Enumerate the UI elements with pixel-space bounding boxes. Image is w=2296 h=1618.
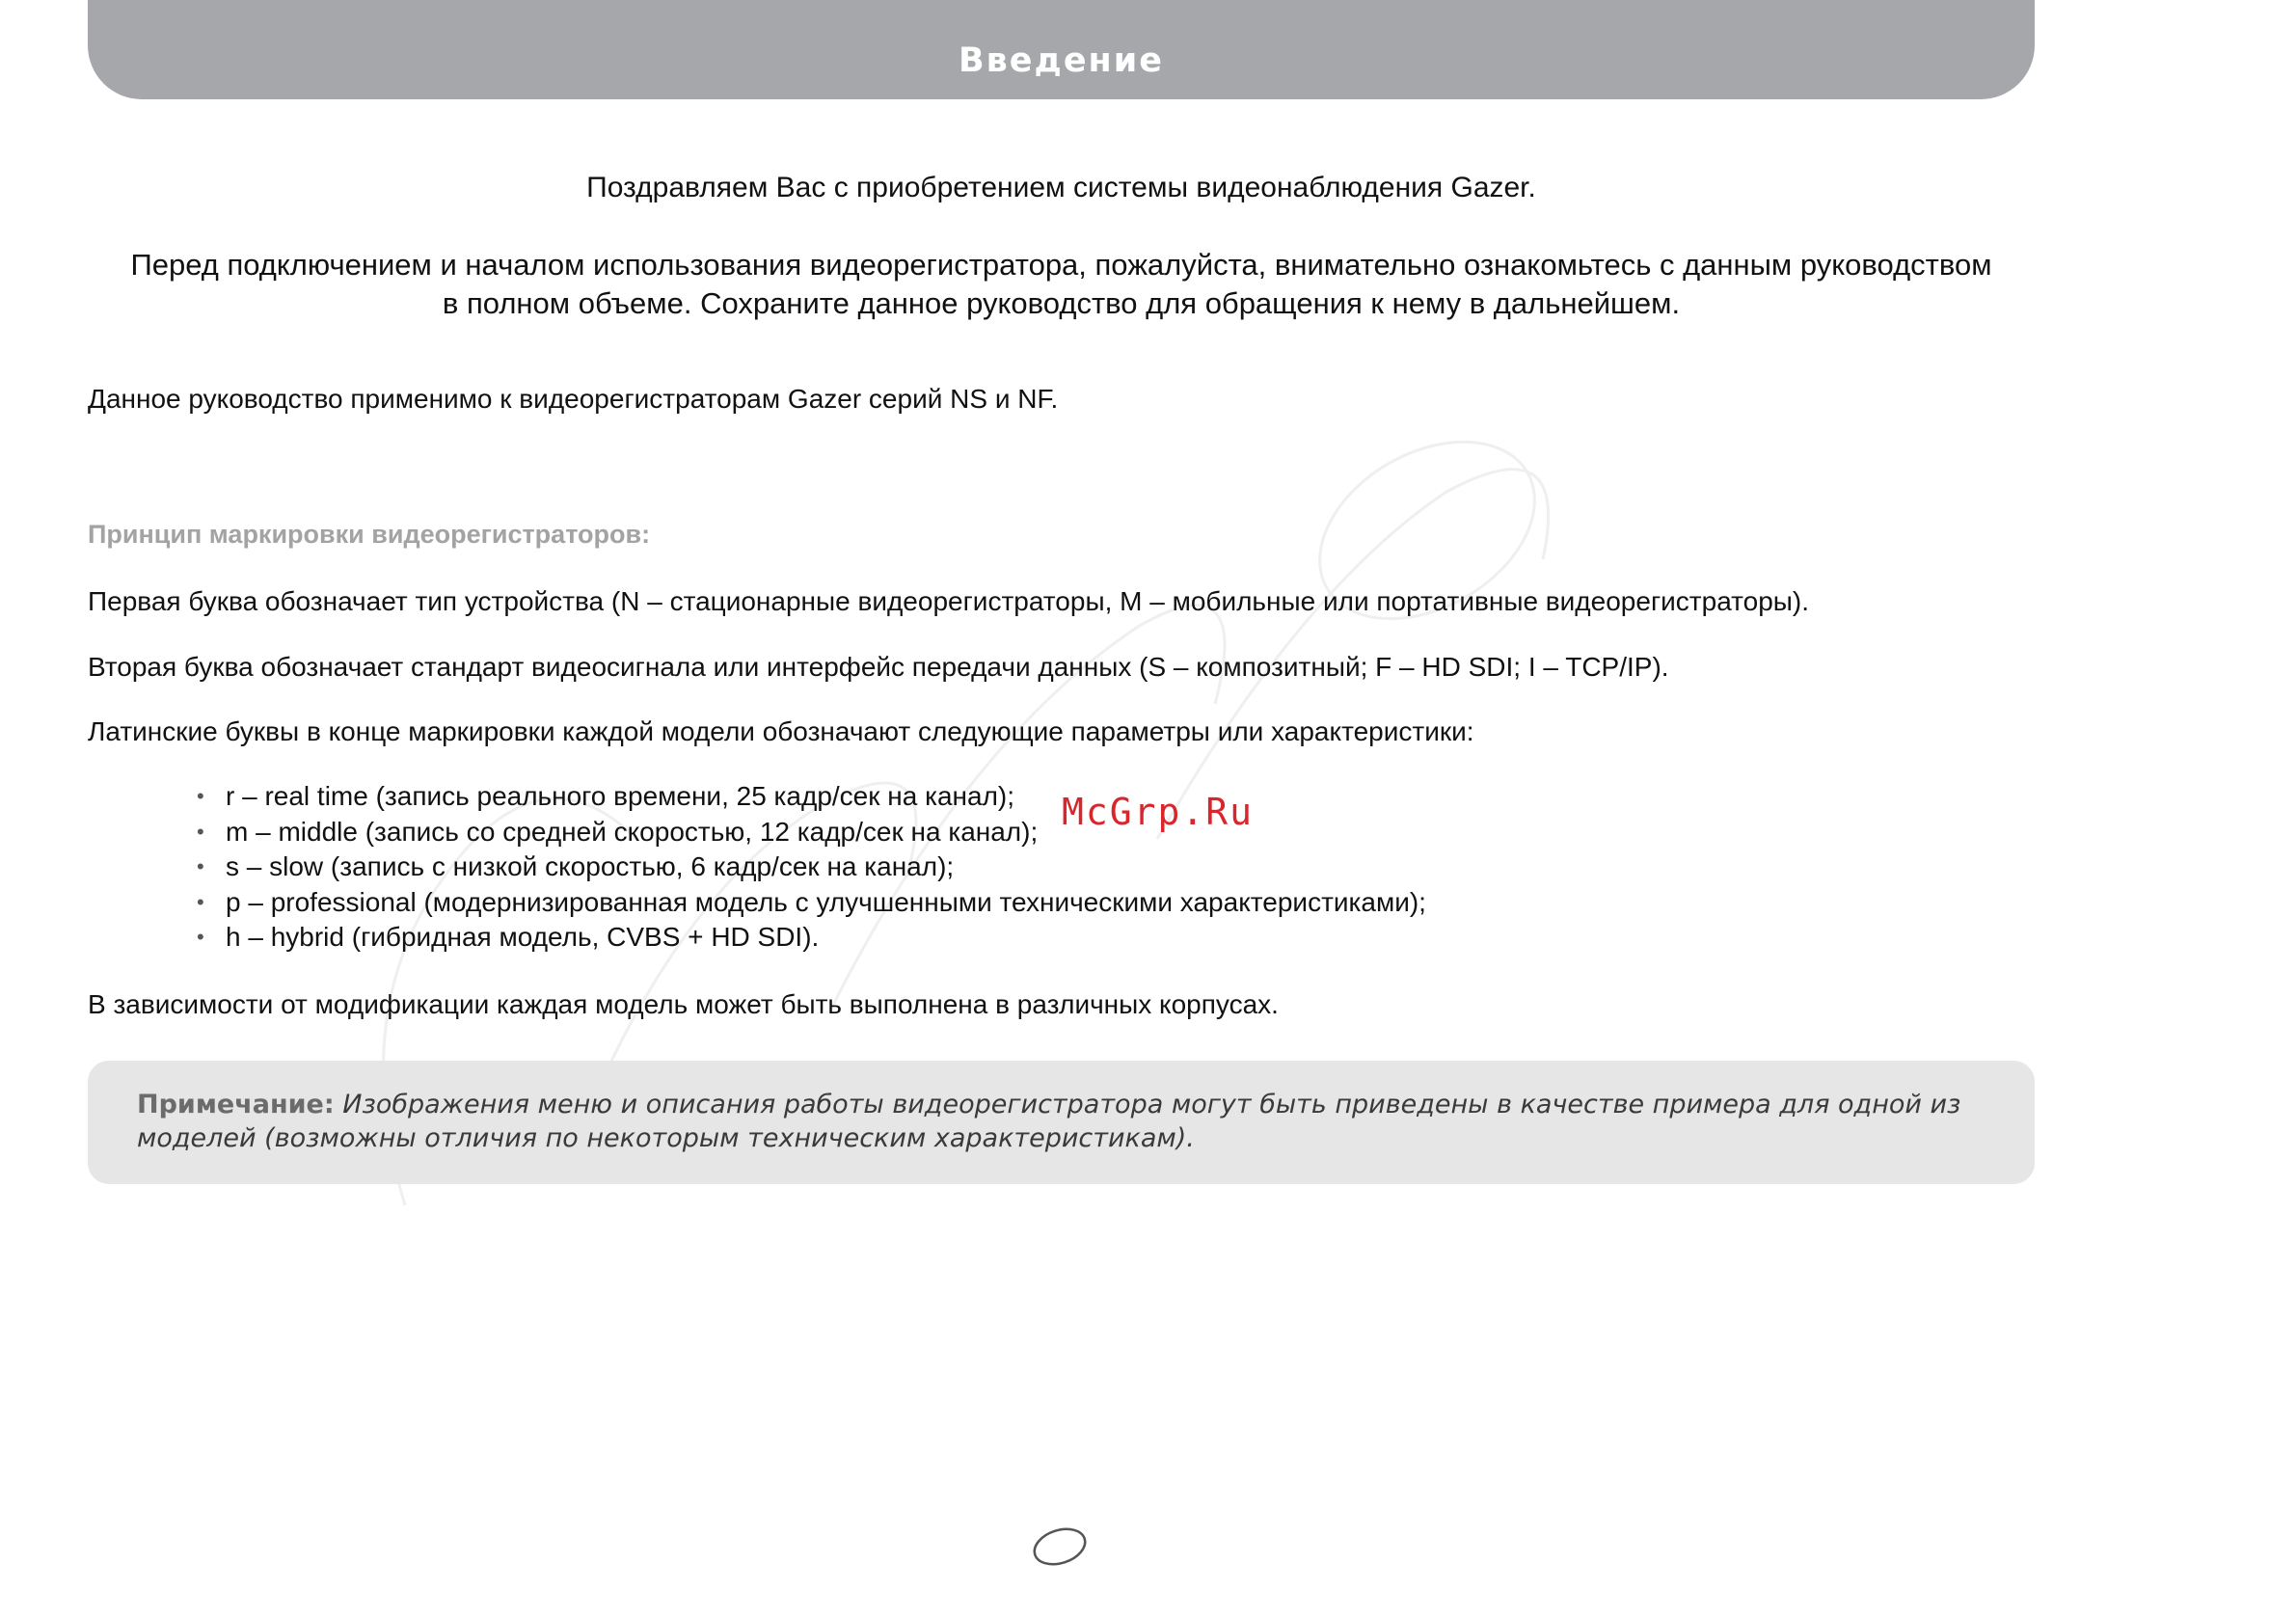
second-letter-paragraph: Вторая буква обозначает стандарт видеосигнала или интерфейс передачи данных (S – композитный; F – HD SDI; I – TCP/IP). [88,652,1669,682]
section-header-tab [88,0,2035,99]
marking-heading: Принцип маркировки видеорегистраторов: [88,520,651,549]
before-use-line-2: в полном объеме. Сохраните данное руководство для обращения к нему в дальнейшем. [442,286,1681,320]
section-title: Введение [958,40,1164,80]
note-label: Примечание: [137,1090,335,1119]
before-use-line-1: Перед подключением и началом использования видеорегистратора, пожалуйста, внимательно ознакомьтесь с данным руководством [130,248,1992,282]
first-letter-paragraph: Первая буква обозначает тип устройства (N – стационарные видеорегистраторы, M – мобильные или портативные видеорегистраторы). [88,586,1810,616]
list-item: • p – professional (модернизированная модель с улучшенными техническими характеристиками); [197,885,1426,921]
list-item: • s – slow (запись с низкой скоростью, 6 кадр/сек на канал); [197,849,1426,885]
bullet-icon: • [197,819,204,844]
bullet-icon: • [197,925,204,949]
bullet-icon: • [197,784,204,808]
list-item: • m – middle (запись со средней скоростью, 12 кадр/сек на канал); [197,815,1426,850]
note-body: Изображения меню и описания работы видеорегистратора могут быть приведены в качестве примера для одной из моделей (возможны отличия по некоторым техническим характеристикам). [137,1090,1961,1153]
applicability-paragraph: Данное руководство применимо к видеорегистраторам Gazer серий NS и NF. [88,384,1059,414]
list-item: • h – hybrid (гибридная модель, CVBS + HD SDI). [197,920,1426,956]
bullet-icon: • [197,889,204,914]
site-watermark: McGrp.Ru [1062,791,1255,833]
note-text [137,1088,1988,1155]
list-item: • r – real time (запись реального времени, 25 кадр/сек на канал); [197,779,1426,815]
latin-letters-paragraph: Латинские буквы в конце маркировки каждой модели обозначают следующие параметры или характеристики: [88,716,1474,746]
congratulations-line: Поздравляем Вас с приобретением системы видеонаблюдения Gazer. [586,172,1536,203]
bullet-icon: • [197,854,204,878]
before-use-paragraph [88,246,2035,323]
housings-paragraph: В зависимости от модификации каждая модель может быть выполнена в различных корпусах. [88,989,1279,1019]
page-number-oval-icon [1030,1524,1090,1570]
